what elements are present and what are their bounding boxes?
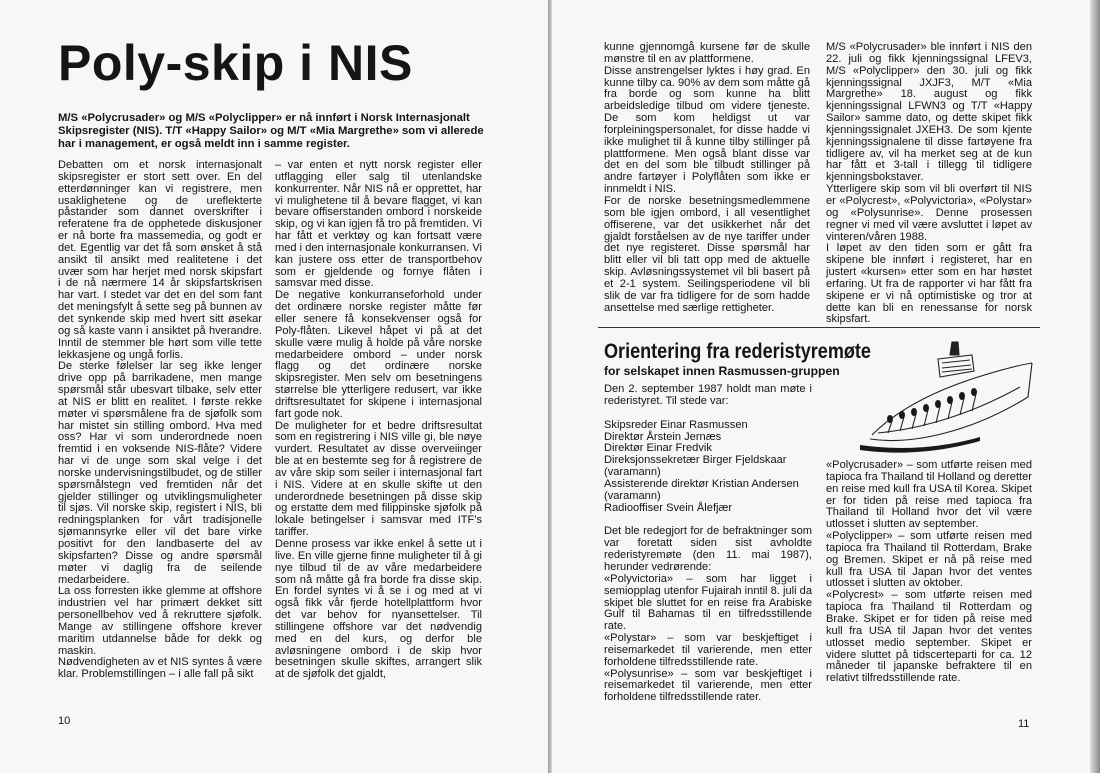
paragraph: kunne gjennomgå kursene før de skulle mønstre til en av plattformene. [604, 41, 810, 65]
section-divider [598, 327, 1040, 328]
article-continued-column-1 [604, 42, 810, 314]
page-number: 10 [58, 715, 71, 727]
attendee: Direktør Einar Fredvik [604, 442, 712, 455]
paragraph: «Polysunrise» – som var beskjeftiget i reisemarkedet til varierende, men etter forholdene tilfredsstillende rater. [604, 667, 812, 704]
paragraph: Nødvendigheten av et NIS syntes å være klar. Problemstillingen – i alle fall på sikt [58, 656, 262, 681]
paragraph: I løpet av den tiden som er gått fra skipene ble innført i registeret, har en justert «kursen» etter som en har høstet erfaring. Ut fra de rapporter vi har fått fra skipene er vi nå optimistiske og tror at dette kan bli en renessanse for norsk skipsfart. [826, 242, 1032, 326]
attendee: Direksjonssekretær Birger Fjeldskaar (varamann) [604, 454, 787, 479]
section-subheading: for selskapet innen Rasmussen-gruppen [604, 364, 840, 378]
attendee: Direktør Årstein Jernæs [604, 430, 722, 443]
article-column-2 [275, 160, 482, 681]
left-page [0, 0, 548, 773]
paragraph: De sterke følelser lar seg ikke lenger drive opp på barrikadene, men mange spørsmål står ubesvart tilbake, selv etter at NIS er blitt en realitet. I første rekke møter vi spørsmålene fra de sjøfolk som har mistet sin stilling ombord. Hva med oss? Har vi som underordnede noen fremtid i en voksende NIS-flåte? Videre har vi de unge som skal velge i det norske undervisningstilbudet, og de stiller spørsmålstegn ved fremtiden når det gjelder stillinger og utviklingsmuligheter til sjøs. Vil norske skip, registert i NIS, bli redningsplanken for vårt tradisjonelle sjømannsyrke eller vil det bare virke positivt for den landbaserte del av skipsfarten? Disse og andre spørsmål møter vi daglig fra de seilende medarbeidere. [58, 360, 262, 586]
paragraph: La oss forresten ikke glemme at offshore industrien vel har primært dekket sitt personellbehov ved å rekruttere sjøfolk. Mange av stillingene offshore krever maritim utdannelse både for dekk og maskin. [58, 585, 262, 657]
article-lead: M/S «Polycrusader» og M/S «Polyclipper» er nå innført i Norsk Internasjonalt Skipsregister (NIS). T/T «Happy Sailor» og M/T «Mia Margrethe» som vi allerede har i management, er også meldt inn i samme register. [58, 112, 484, 150]
article-continued-column-2 [826, 42, 1032, 326]
page-number: 11 [1018, 718, 1030, 730]
paragraph: «Polycrusader» – som utførte reisen med tapioca fra Thailand til Holland og deretter en reise med kull fra USA til Korea. Skipet er for tiden på reise med tapioca fra Thailand til Holland hvor det vil være utlosset i slutten av september. [826, 459, 1032, 531]
section-heading: Orientering fra rederistyremøte [604, 340, 871, 363]
paragraph: «Polystar» – som var beskjeftiget i reisemarkedet til varierende, men etter forholdene tilfredsstillende rate. [604, 632, 812, 668]
attendee: Radiooffiser Svein Ålefjær [604, 501, 733, 514]
paragraph: Ytterligere skip som vil bli overført til NIS er «Polycrest», «Polyvictoria», «Polystar» og «Polysunrise». Denne prosessen regner vi med vil være avsluttet i løpet av vinteren/våren 1988. [826, 183, 1032, 243]
paragraph: Debatten om et norsk internasjonalt skipsregister er stort sett over. En del etterdønninger kan vi registrere, men usaklighetene og de ureflekterte påstander som dannet overskrifter i referatene fra de opphetede diskusjoner er nå borte fra massemedia, og godt er det. Egentlig var det få som ønsket å stå ansikt til ansikt med realitetene i det uvær som har herjet med norsk skipsfart i de nå nærmere 14 år skipsfartskrisen har vart. I stedet var det en del som fant det meningsfylt å sette seg på bunnen av det synkende skip med hvert sitt øsekar og så kaste vann i ansiktet på hverandre. Inntil de stemmer ble hørt som ville tette lekkasjene og ungå forlis. [58, 159, 262, 361]
paragraph: Den 2. september 1987 holdt man møte i rederistyret. Til stede var: [604, 383, 812, 407]
ship-illustration [860, 337, 1040, 455]
paragraph: – var enten et nytt norsk register eller utflagging eller salg til utenlandske konkurrenter. Når NIS nå er opprettet, har vi mulighetene til å bevare flagget, vi kan bevare offiserstanden ombord i norskeide skip, og vi kan igjen få tro på fremtiden. Vi har fått et verktøy og kan fortsatt være med i den internasjonale konkurransen. Vi kan justere oss etter de transportbehov som er gjeldende og fornye flåten i samsvar med disse. [275, 159, 483, 290]
paragraph: De muligheter for et bedre driftsresultat som en registrering i NIS ville gi, ble nøye vurdert. Resultatet av disse overveiinger ble at en bestemte seg for å registrere de av våre skip som seiler i internasjonal fart i NIS. Videre at en skulle skifte ut den underordnede besetningen på disse skip og erstatte dem med filippinske sjøfolk på lokale betingelser i samsvar med ITF's tariffer. [275, 419, 482, 539]
paragraph: De negative konkurranseforhold under det ordinære norske register måtte før eller senere få konsekvenser også for Poly-flåten. Likevel håpet vi på at det skulle være mulig å holde på våre norske medarbeidere ombord – under norsk flagg og det ordinære norske skipsregister. Men selv om besetningens størrelse ble ytterligere redusert, var ikke driftsresultatet for skipene i internasjonal fart gode nok. [275, 289, 482, 420]
paragraph: M/S «Polycrusader» ble innført i NIS den 22. juli og fikk kjenningssignal LFEV3, M/S «Polyclipper» den 30. juli og fikk kjenningssignal JXJF3, M/T «Mia Margrethe» 18. august og fikk kjenningssignal LFWN3 og T/T «Happy Sailor» samme dato, og dette skipet fikk kjenningssignalet JXEH3. De som kjente kjenningssignalene til disse fartøyene fra tidligere av, vil ha merket seg at de kun har fått et 3-tall i tillegg til tidligere kjenningsbokstaver. [826, 41, 1032, 184]
article-title: Poly-skip i NIS [58, 35, 413, 91]
paragraph: «Polyclipper» – som utførte reisen med tapioca fra Thailand til Rotterdam, Brake og Bremen. Skipet er nå på reise med kull fra USA til Japan hvor det ventes utlosset i slutten av oktober. [826, 530, 1032, 590]
article-column-1 [58, 160, 262, 681]
paragraph: Disse anstrengelser lyktes i høy grad. En kunne tilby ca. 90% av dem som måtte gå fra borde og som kunne ha blitt arbeidsledige tilbud om videre tjeneste. De som kom heldigst ut var forpleiningspersonalet, for disse hadde vi ikke mulighet til å kunne tilby stillinger på plattformene. Men også blant disse var det en del som ble tilbudt stillinger på andre fartøyer i Polyflåten som ikke er innmeldt i NIS. [604, 64, 810, 196]
paragraph: Det ble redegjort for de befraktninger som var foretatt siden sist avholdte rederistyremøte (den 11. mai 1987), herunder vedrørende: [604, 525, 812, 573]
paragraph: For de norske besetningsmedlemmene som ble igjen ombord, i all vesentlighet offiserene, var det usikkerhet når det gjaldt forståelsen av de nye tariffer under det nye registeret. Disse spørsmål har blitt eller vil bli tatt opp med de aktuelle skip. Avløsningssystemet vil bli basert på et 2-1 system. Seilingsperiodene vil bli slik de var fra tidligere for de som hadde ansettelse med særlige rettigheter. [604, 194, 810, 314]
meeting-intro-column [604, 384, 812, 704]
paragraph: «Polycrest» – som utførte reisen med tapioca fra Thailand til Rotterdam og Brake. Skipet er for tiden på reise med kull fra USA til Japan hvor det ventes utlosset medio september. Skipet er videre sluttet på tidscerteparti for ca. 12 måneder til japanske befraktere til en relativt tilfredsstillende rate. [826, 589, 1032, 685]
paragraph: Denne prosess var ikke enkel å sette ut i live. En ville gjerne finne muligheter til å gi nye tilbud til de av våre medarbeidere som nå måtte gå fra borde fra disse skip. En fordel syntes vi å se i og med at vi også fikk vår fjerde hotellplattform hvor det var behov for nyansettelser. Til stillingene offshore var det nødvendig med en del kurs, og derfor ble avløsningene ombord i de skip hvor besetningen skulle skiftes, arrangert slik at de sjøfolk det gjaldt, [275, 538, 482, 681]
meeting-ships-column [826, 460, 1032, 685]
attendee: Assisterende direktør Kristian Andersen (varamann) [604, 477, 799, 502]
attendee: Skipsreder Einar Rasmussen [604, 418, 748, 431]
paragraph: «Polyvictoria» – som har ligget i semiopplag utenfor Fujairah inntil 8. juli da skipet ble sluttet for en reise fra Arabiske Gulf til Bahamas til en tilfredsstillende rate. [604, 572, 812, 633]
page-edge-shadow [1090, 0, 1100, 773]
